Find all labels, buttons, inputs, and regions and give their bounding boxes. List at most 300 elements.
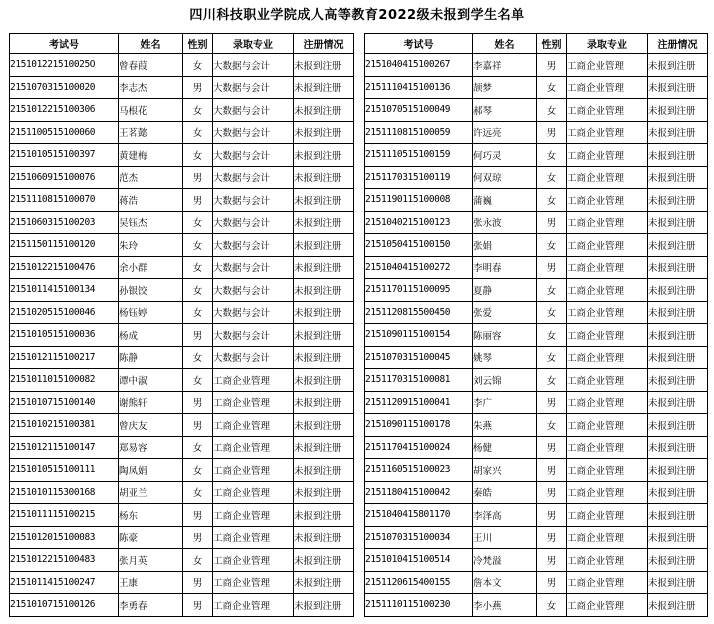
table-row	[365, 76, 708, 99]
gender-cell: 男	[183, 189, 213, 212]
exam-id-cell: 2151190115100008	[365, 189, 473, 212]
status-cell: 未报到注册	[648, 391, 708, 414]
table-row	[365, 549, 708, 572]
gender-cell: 女	[183, 121, 213, 144]
major-cell: 工商企业管理	[567, 549, 648, 572]
header-name: 姓名	[473, 34, 537, 54]
header-gender: 性别	[537, 34, 567, 54]
major-cell: 工商企业管理	[567, 279, 648, 302]
status-cell: 未报到注册	[294, 414, 354, 437]
gender-cell: 女	[537, 346, 567, 369]
table-row	[365, 459, 708, 482]
student-name-cell: 陈静	[119, 346, 183, 369]
student-name-cell: 夏静	[473, 279, 537, 302]
student-name-cell: 杨东	[119, 504, 183, 527]
major-cell: 工商企业管理	[567, 391, 648, 414]
status-cell: 未报到注册	[294, 144, 354, 167]
header-row	[365, 34, 708, 54]
student-name-cell: 王川	[473, 526, 537, 549]
table-row	[365, 166, 708, 189]
header-major: 录取专业	[567, 34, 648, 54]
major-cell: 大数据与会计	[213, 346, 294, 369]
major-cell: 工商企业管理	[567, 189, 648, 212]
exam-id-cell: 2151040415100272	[365, 256, 473, 279]
exam-id-cell: 2151090115100178	[365, 414, 473, 437]
table-row	[365, 414, 708, 437]
table-row	[365, 369, 708, 392]
status-cell: 未报到注册	[294, 594, 354, 617]
roster-body-left	[10, 54, 354, 617]
gender-cell: 女	[537, 279, 567, 302]
major-cell: 工商企业管理	[213, 369, 294, 392]
student-name-cell: 张爱	[473, 301, 537, 324]
major-cell: 大数据与会计	[213, 54, 294, 77]
table-row	[365, 324, 708, 347]
major-cell: 工商企业管理	[213, 526, 294, 549]
gender-cell: 女	[183, 256, 213, 279]
status-cell: 未报到注册	[294, 256, 354, 279]
status-cell: 未报到注册	[648, 346, 708, 369]
gender-cell: 女	[183, 481, 213, 504]
major-cell: 大数据与会计	[213, 279, 294, 302]
major-cell: 大数据与会计	[213, 256, 294, 279]
status-cell: 未报到注册	[294, 76, 354, 99]
major-cell: 工商企业管理	[567, 301, 648, 324]
student-name-cell: 何双琼	[473, 166, 537, 189]
gender-cell: 女	[537, 369, 567, 392]
status-cell: 未报到注册	[294, 549, 354, 572]
gender-cell: 男	[183, 526, 213, 549]
major-cell: 工商企业管理	[213, 549, 294, 572]
table-row	[10, 391, 354, 414]
table-row	[10, 76, 354, 99]
roster-table-right	[364, 33, 708, 617]
table-row	[10, 279, 354, 302]
status-cell: 未报到注册	[294, 211, 354, 234]
major-cell: 工商企业管理	[567, 324, 648, 347]
student-name-cell: 刘云锦	[473, 369, 537, 392]
major-cell: 大数据与会计	[213, 301, 294, 324]
gender-cell: 男	[537, 549, 567, 572]
gender-cell: 男	[537, 571, 567, 594]
table-row	[10, 144, 354, 167]
exam-id-cell: 2151110515100159	[365, 144, 473, 167]
status-cell: 未报到注册	[294, 571, 354, 594]
exam-id-cell: 2151090115100154	[365, 324, 473, 347]
student-name-cell: 胡亚兰	[119, 481, 183, 504]
exam-id-cell: 2151020515100046	[10, 301, 119, 324]
student-name-cell: 张娟	[473, 234, 537, 257]
table-row	[365, 279, 708, 302]
exam-id-cell: 2151010415100514	[365, 549, 473, 572]
exam-id-cell: 2151010115300168	[10, 481, 119, 504]
major-cell: 大数据与会计	[213, 99, 294, 122]
major-cell: 大数据与会计	[213, 144, 294, 167]
major-cell: 大数据与会计	[213, 166, 294, 189]
status-cell: 未报到注册	[294, 121, 354, 144]
gender-cell: 女	[183, 369, 213, 392]
major-cell: 工商企业管理	[213, 436, 294, 459]
gender-cell: 女	[537, 594, 567, 617]
table-row	[10, 234, 354, 257]
gender-cell: 女	[183, 301, 213, 324]
table-row	[10, 54, 354, 77]
exam-id-cell: 2151110815100070	[10, 189, 119, 212]
exam-id-cell: 2151011415100247	[10, 571, 119, 594]
status-cell: 未报到注册	[648, 369, 708, 392]
exam-id-cell: 2151010715100126	[10, 594, 119, 617]
student-name-cell: 吴钰杰	[119, 211, 183, 234]
table-row	[10, 99, 354, 122]
status-cell: 未报到注册	[648, 234, 708, 257]
exam-id-cell: 2151110815100059	[365, 121, 473, 144]
status-cell: 未报到注册	[648, 189, 708, 212]
exam-id-cell: 2151010515100111	[10, 459, 119, 482]
major-cell: 工商企业管理	[567, 571, 648, 594]
exam-id-cell: 2151170115100095	[365, 279, 473, 302]
major-cell: 大数据与会计	[213, 189, 294, 212]
student-name-cell: 王茗懿	[119, 121, 183, 144]
student-name-cell: 陶凤娟	[119, 459, 183, 482]
student-name-cell: 谭中淑	[119, 369, 183, 392]
student-name-cell: 郝琴	[473, 99, 537, 122]
gender-cell: 男	[537, 436, 567, 459]
major-cell: 工商企业管理	[567, 481, 648, 504]
table-row	[10, 504, 354, 527]
exam-id-cell: 2151110115100230	[365, 594, 473, 617]
gender-cell: 女	[537, 301, 567, 324]
gender-cell: 男	[183, 504, 213, 527]
gender-cell: 男	[183, 166, 213, 189]
exam-id-cell: 2151170315100081	[365, 369, 473, 392]
status-cell: 未报到注册	[648, 526, 708, 549]
student-name-cell: 曾庆友	[119, 414, 183, 437]
gender-cell: 女	[537, 144, 567, 167]
gender-cell: 男	[537, 211, 567, 234]
major-cell: 工商企业管理	[567, 99, 648, 122]
table-row	[10, 459, 354, 482]
student-name-cell: 朱燕	[473, 414, 537, 437]
student-name-cell: 杨钰婷	[119, 301, 183, 324]
gender-cell: 男	[183, 391, 213, 414]
table-row	[10, 436, 354, 459]
status-cell: 未报到注册	[648, 549, 708, 572]
status-cell: 未报到注册	[648, 166, 708, 189]
gender-cell: 男	[537, 481, 567, 504]
exam-id-cell: 2151010715100140	[10, 391, 119, 414]
gender-cell: 男	[537, 459, 567, 482]
student-name-cell: 陈丽容	[473, 324, 537, 347]
page-title: 四川科技职业学院成人高等教育2022级未报到学生名单	[189, 8, 525, 23]
status-cell: 未报到注册	[648, 436, 708, 459]
table-row	[365, 211, 708, 234]
student-name-cell: 李明春	[473, 256, 537, 279]
major-cell: 工商企业管理	[213, 414, 294, 437]
status-cell: 未报到注册	[648, 99, 708, 122]
exam-id-cell: 2151070515100049	[365, 99, 473, 122]
status-cell: 未报到注册	[294, 526, 354, 549]
major-cell: 工商企业管理	[213, 391, 294, 414]
major-cell: 工商企业管理	[213, 504, 294, 527]
gender-cell: 女	[183, 459, 213, 482]
table-row	[10, 256, 354, 279]
status-cell: 未报到注册	[648, 301, 708, 324]
major-cell: 工商企业管理	[567, 526, 648, 549]
student-name-cell: 詹本文	[473, 571, 537, 594]
gender-cell: 女	[183, 54, 213, 77]
student-name-cell: 李志杰	[119, 76, 183, 99]
table-row	[365, 436, 708, 459]
exam-id-cell: 215101221510025O	[10, 54, 119, 77]
student-name-cell: 余小群	[119, 256, 183, 279]
exam-id-cell: 2151012215100476	[10, 256, 119, 279]
student-name-cell: 李广	[473, 391, 537, 414]
status-cell: 未报到注册	[294, 189, 354, 212]
gender-cell: 女	[537, 324, 567, 347]
gender-cell: 女	[183, 436, 213, 459]
student-name-cell: 许远亮	[473, 121, 537, 144]
student-name-cell: 黄建梅	[119, 144, 183, 167]
gender-cell: 女	[537, 76, 567, 99]
major-cell: 大数据与会计	[213, 234, 294, 257]
major-cell: 大数据与会计	[213, 211, 294, 234]
student-name-cell: 张永波	[473, 211, 537, 234]
gender-cell: 男	[537, 526, 567, 549]
table-row	[10, 526, 354, 549]
table-row	[365, 256, 708, 279]
student-name-cell: 朱玲	[119, 234, 183, 257]
student-name-cell: 陈豪	[119, 526, 183, 549]
student-name-cell: 孙银饺	[119, 279, 183, 302]
student-name-cell: 杨成	[119, 324, 183, 347]
table-row	[365, 99, 708, 122]
student-name-cell: 颉梦	[473, 76, 537, 99]
table-row	[365, 571, 708, 594]
status-cell: 未报到注册	[648, 324, 708, 347]
table-row	[10, 594, 354, 617]
status-cell: 未报到注册	[294, 369, 354, 392]
major-cell: 大数据与会计	[213, 121, 294, 144]
status-cell: 未报到注册	[294, 166, 354, 189]
exam-id-cell: 2151012215100306	[10, 99, 119, 122]
student-name-cell: 蒋浩	[119, 189, 183, 212]
exam-id-cell: 2151070315100045	[365, 346, 473, 369]
table-row	[365, 526, 708, 549]
status-cell: 未报到注册	[294, 391, 354, 414]
student-name-cell: 曾春葭	[119, 54, 183, 77]
student-name-cell: 何巧灵	[473, 144, 537, 167]
gender-cell: 女	[183, 346, 213, 369]
student-name-cell: 马根花	[119, 99, 183, 122]
major-cell: 工商企业管理	[567, 436, 648, 459]
student-name-cell: 范杰	[119, 166, 183, 189]
exam-id-cell: 2151012015100083	[10, 526, 119, 549]
student-name-cell: 秦皓	[473, 481, 537, 504]
table-row	[365, 391, 708, 414]
major-cell: 工商企业管理	[213, 571, 294, 594]
status-cell: 未报到注册	[294, 234, 354, 257]
table-row	[365, 594, 708, 617]
major-cell: 工商企业管理	[567, 504, 648, 527]
major-cell: 工商企业管理	[567, 369, 648, 392]
exam-id-cell: 2151012215100483	[10, 549, 119, 572]
exam-id-cell: 2151150115100120	[10, 234, 119, 257]
status-cell: 未报到注册	[648, 256, 708, 279]
exam-id-cell: 2151011415100134	[10, 279, 119, 302]
roster-body-right	[365, 54, 708, 617]
exam-id-cell: 2151160515100023	[365, 459, 473, 482]
exam-id-cell: 2151050415100150	[365, 234, 473, 257]
status-cell: 未报到注册	[294, 54, 354, 77]
table-row	[10, 549, 354, 572]
exam-id-cell: 2151010515100397	[10, 144, 119, 167]
exam-id-cell: 2151070315100020	[10, 76, 119, 99]
status-cell: 未报到注册	[648, 211, 708, 234]
student-name-cell: 蒲巍	[473, 189, 537, 212]
header-exam-id: 考试号	[10, 34, 119, 54]
student-name-cell: 杨健	[473, 436, 537, 459]
major-cell: 工商企业管理	[213, 594, 294, 617]
table-row	[10, 571, 354, 594]
status-cell: 未报到注册	[648, 144, 708, 167]
status-cell: 未报到注册	[648, 571, 708, 594]
major-cell: 工商企业管理	[567, 594, 648, 617]
header-row	[10, 34, 354, 54]
exam-id-cell: 2151012115100147	[10, 436, 119, 459]
gender-cell: 男	[537, 504, 567, 527]
major-cell: 工商企业管理	[567, 121, 648, 144]
major-cell: 工商企业管理	[567, 459, 648, 482]
status-cell: 未报到注册	[294, 459, 354, 482]
table-row	[10, 481, 354, 504]
major-cell: 工商企业管理	[567, 166, 648, 189]
gender-cell: 男	[537, 256, 567, 279]
exam-id-cell: 2151120915100041	[365, 391, 473, 414]
status-cell: 未报到注册	[294, 301, 354, 324]
gender-cell: 女	[537, 189, 567, 212]
status-cell: 未报到注册	[648, 594, 708, 617]
student-name-cell: 胡家兴	[473, 459, 537, 482]
gender-cell: 男	[183, 76, 213, 99]
table-row	[365, 189, 708, 212]
student-name-cell: 李泽高	[473, 504, 537, 527]
student-name-cell: 冷梵溢	[473, 549, 537, 572]
status-cell: 未报到注册	[294, 324, 354, 347]
table-row	[365, 121, 708, 144]
student-name-cell: 王康	[119, 571, 183, 594]
gender-cell: 男	[537, 391, 567, 414]
roster-table-left	[9, 33, 354, 617]
table-row	[365, 481, 708, 504]
exam-id-cell: 2151011015100082	[10, 369, 119, 392]
table-row	[365, 144, 708, 167]
exam-id-cell: 2151120615400155	[365, 571, 473, 594]
table-row	[365, 54, 708, 77]
exam-id-cell: 2151040415100267	[365, 54, 473, 77]
status-cell: 未报到注册	[294, 436, 354, 459]
header-status: 注册情况	[294, 34, 354, 54]
major-cell: 工商企业管理	[567, 346, 648, 369]
gender-cell: 女	[183, 99, 213, 122]
major-cell: 大数据与会计	[213, 76, 294, 99]
status-cell: 未报到注册	[294, 481, 354, 504]
exam-id-cell: 2151010515100036	[10, 324, 119, 347]
status-cell: 未报到注册	[648, 76, 708, 99]
major-cell: 工商企业管理	[567, 211, 648, 234]
exam-id-cell: 2151070315100034	[365, 526, 473, 549]
table-row	[365, 234, 708, 257]
exam-id-cell: 2151110415100136	[365, 76, 473, 99]
exam-id-cell: 2151100515100060	[10, 121, 119, 144]
exam-id-cell: 2151170315100119	[365, 166, 473, 189]
gender-cell: 男	[183, 414, 213, 437]
gender-cell: 女	[537, 414, 567, 437]
gender-cell: 女	[183, 211, 213, 234]
gender-cell: 女	[183, 279, 213, 302]
exam-id-cell: 2151120815500450	[365, 301, 473, 324]
major-cell: 工商企业管理	[213, 459, 294, 482]
exam-id-cell: 2151180415100042	[365, 481, 473, 504]
exam-id-cell: 2151060915100076	[10, 166, 119, 189]
header-exam-id: 考试号	[365, 34, 473, 54]
status-cell: 未报到注册	[648, 54, 708, 77]
gender-cell: 女	[183, 234, 213, 257]
table-row	[10, 414, 354, 437]
table-row	[10, 324, 354, 347]
exam-id-cell: 2151040415801170	[365, 504, 473, 527]
student-name-cell: 李嘉祥	[473, 54, 537, 77]
gender-cell: 男	[183, 324, 213, 347]
table-row	[10, 189, 354, 212]
major-cell: 工商企业管理	[567, 144, 648, 167]
exam-id-cell: 2151011115100215	[10, 504, 119, 527]
gender-cell: 男	[537, 54, 567, 77]
header-status: 注册情况	[648, 34, 708, 54]
status-cell: 未报到注册	[648, 279, 708, 302]
exam-id-cell: 2151060315100203	[10, 211, 119, 234]
table-row	[365, 504, 708, 527]
status-cell: 未报到注册	[648, 481, 708, 504]
table-row	[365, 346, 708, 369]
table-row	[10, 166, 354, 189]
status-cell: 未报到注册	[648, 459, 708, 482]
table-row	[10, 211, 354, 234]
major-cell: 工商企业管理	[567, 414, 648, 437]
status-cell: 未报到注册	[294, 504, 354, 527]
exam-id-cell: 2151040215100123	[365, 211, 473, 234]
major-cell: 大数据与会计	[213, 324, 294, 347]
major-cell: 工商企业管理	[567, 256, 648, 279]
exam-id-cell: 2151012115100217	[10, 346, 119, 369]
major-cell: 工商企业管理	[567, 76, 648, 99]
table-row	[10, 121, 354, 144]
table-row	[10, 369, 354, 392]
gender-cell: 男	[183, 594, 213, 617]
gender-cell: 女	[537, 234, 567, 257]
student-name-cell: 张月英	[119, 549, 183, 572]
header-gender: 性别	[183, 34, 213, 54]
student-name-cell: 李勇春	[119, 594, 183, 617]
status-cell: 未报到注册	[648, 121, 708, 144]
table-row	[365, 301, 708, 324]
student-name-cell: 李小燕	[473, 594, 537, 617]
student-name-cell: 郑易容	[119, 436, 183, 459]
student-name-cell: 谢熊轩	[119, 391, 183, 414]
gender-cell: 女	[183, 549, 213, 572]
major-cell: 工商企业管理	[213, 481, 294, 504]
gender-cell: 男	[537, 121, 567, 144]
table-row	[10, 346, 354, 369]
